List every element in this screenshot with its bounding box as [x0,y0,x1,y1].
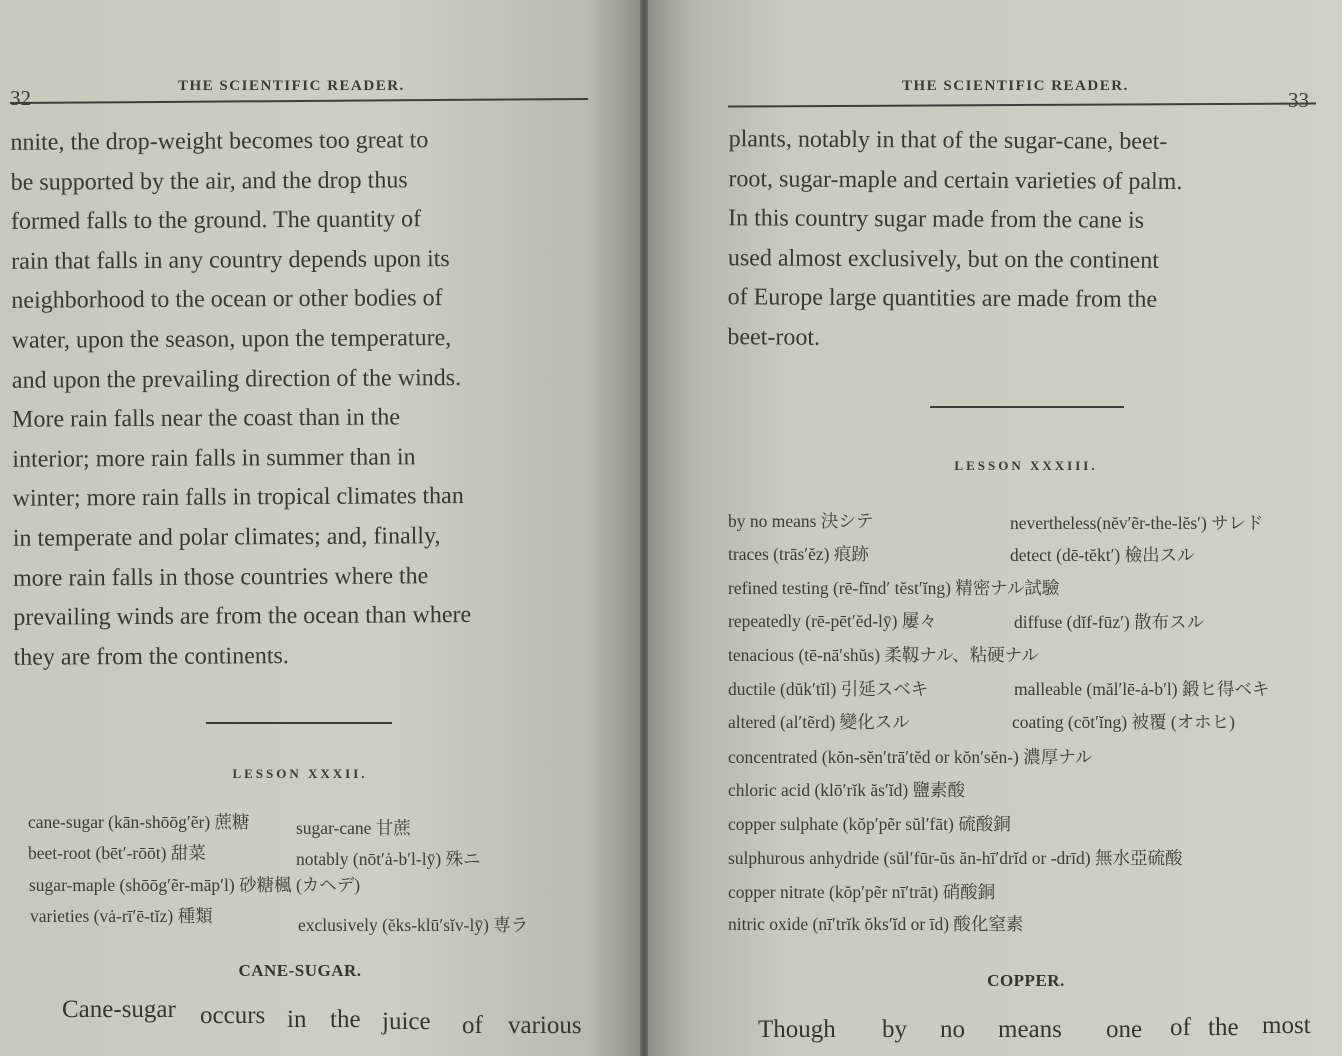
lead-word: of [462,1012,483,1039]
vocab-item: diffuse (dĭf-fūz′) 散布スル [1014,612,1205,632]
vocab-item: nitric oxide (nī′trĭk ŏks′ĭd or īd) 酸化窒素 [728,914,1024,934]
vocab-item: beet-root (bēt′-rōōt) 甜菜 [28,843,206,863]
section-title: COPPER. [987,971,1065,990]
vocab-item: copper nitrate (kŏp′pẽr nī′trāt) 硝酸銅 [728,882,996,902]
lead-word: various [508,1012,582,1039]
text-line: formed falls to the ground. The quantity of [10,206,422,235]
vocab-item: nevertheless(nĕv′ẽr-the-lĕs′) サレド [1010,513,1264,533]
lead-word: by [882,1016,907,1043]
text-line: More rain falls near the coast than in the [12,404,401,433]
page-number: 32 [10,86,31,110]
lead-word: in [287,1006,307,1033]
text-line: they are from the continents. [13,642,289,671]
lead-word: juice [382,1008,431,1035]
lead-paragraph [648,1012,1342,1056]
body-text [727,120,1316,361]
section-title: CANE-SUGAR. [238,961,362,980]
vocab-item: notably (nōt′ȧ-b′l-lȳ) 殊ニ [296,849,481,869]
text-line: prevailing winds are from the ocean than where [13,602,472,631]
vocab-item: concentrated (kŏn-sĕn′trā′tĕd or kŏn′sĕn-) 濃厚ナル [728,747,1093,767]
text-line: and upon the prevailing direction of the winds. [11,364,462,394]
section-separator [930,406,1124,408]
header-rule [728,102,1316,107]
text-line: water, upon the season, upon the temperature, [11,325,452,354]
vocab-item: cane-sugar (kān-shōōg′ẽr) 蔗糖 [28,812,250,832]
vocab-item: refined testing (rē-fīnd′ tĕst′ĭng) 精密ナル試驗 [728,578,1060,598]
vocab-item: sugar-cane 甘蔗 [296,818,411,838]
text-line: be supported by the air, and the drop thus [10,166,408,196]
right-page [648,0,1342,1056]
vocab-item: by no means 決シテ [728,511,874,531]
vocab-item: tenacious (tē-nā′shŭs) 柔靱ナル、粘硬ナル [728,645,1039,665]
text-line: winter; more rain falls in tropical climates than [12,483,464,513]
text-line: neighborhood to the ocean or other bodies of [11,285,443,315]
vocab-item: chloric acid (klō′rĭk ăs′ĭd) 鹽素酸 [728,780,966,800]
lead-word: the [330,1006,361,1033]
vocab-item: ductile (dŭk′tĭl) 引延スベキ [728,679,929,699]
text-line: plants, notably in that of the sugar-cane, beet- [728,126,1168,155]
text-line: nnite, the drop-weight becomes too great to [10,127,429,156]
section-separator [206,722,392,724]
running-head: THE SCIENTIFIC READER. [178,78,405,94]
vocab-item: malleable (măl′lē-ȧ-b′l) 鍛ヒ得ベキ [1014,679,1270,699]
lead-word: occurs [200,1002,266,1029]
vocab-item: traces (trās′ĕz) 痕跡 [728,544,869,564]
text-line: In this country sugar made from the cane is [728,205,1145,234]
running-head: THE SCIENTIFIC READER. [902,78,1129,94]
text-line: interior; more rain falls in summer than in [12,444,416,473]
text-line: in temperate and polar climates; and, finally, [12,523,441,552]
lead-word: most [1262,1012,1311,1039]
lead-paragraph [0,996,640,1046]
lead-word: the [1208,1014,1239,1041]
lead-word: Cane-sugar [62,996,176,1023]
text-line: used almost exclusively, but on the continent [727,244,1159,274]
left-page [0,0,640,1056]
vocab-item: exclusively (ĕks-klū′sĭv-lȳ) 専ラ [298,915,529,935]
text-line: of Europe large quantities are made from the [727,284,1158,314]
lesson-title: LESSON XXXII. [232,766,368,781]
header-rule [10,98,588,104]
vocab-item: repeatedly (rē-pēt′ĕd-lȳ) 屢々 [728,611,937,631]
text-line: beet-root. [727,324,821,351]
body-text [10,120,591,678]
lead-word: of [1170,1014,1191,1041]
vocab-item: sulphurous anhydride (sŭl′fūr-ŭs ăn-hī′drĭd or -drīd) 無水亞硫酸 [728,848,1183,868]
text-line: root, sugar-maple and certain varieties of palm. [728,165,1183,195]
text-line: more rain falls in those countries where the [13,562,429,592]
text-line: rain that falls in any country depends upon its [11,245,450,275]
vocab-item: sugar-maple (shōōg′ẽr-māp′l) 砂糖楓 (カヘデ) [29,875,361,895]
vocab-item: detect (dē-tĕkt′) 檢出スル [1010,545,1195,565]
lead-word: means [998,1016,1062,1043]
lead-word: Though [758,1016,836,1043]
vocab-item: altered (al′tẽrd) 變化スル [728,712,910,732]
vocab-item: coating (cōt′ĭng) 被覆 (オホヒ) [1012,712,1236,732]
vocab-item: varieties (vȧ-rī′ē-tĭz) 種類 [30,906,213,926]
lead-word: no [940,1016,965,1043]
vocab-item: copper sulphate (kŏp′pẽr sŭl′fāt) 硫酸銅 [728,814,1011,834]
lesson-title: LESSON XXXIII. [954,458,1098,473]
page-number: 33 [1288,88,1309,112]
lead-word: one [1106,1016,1143,1043]
